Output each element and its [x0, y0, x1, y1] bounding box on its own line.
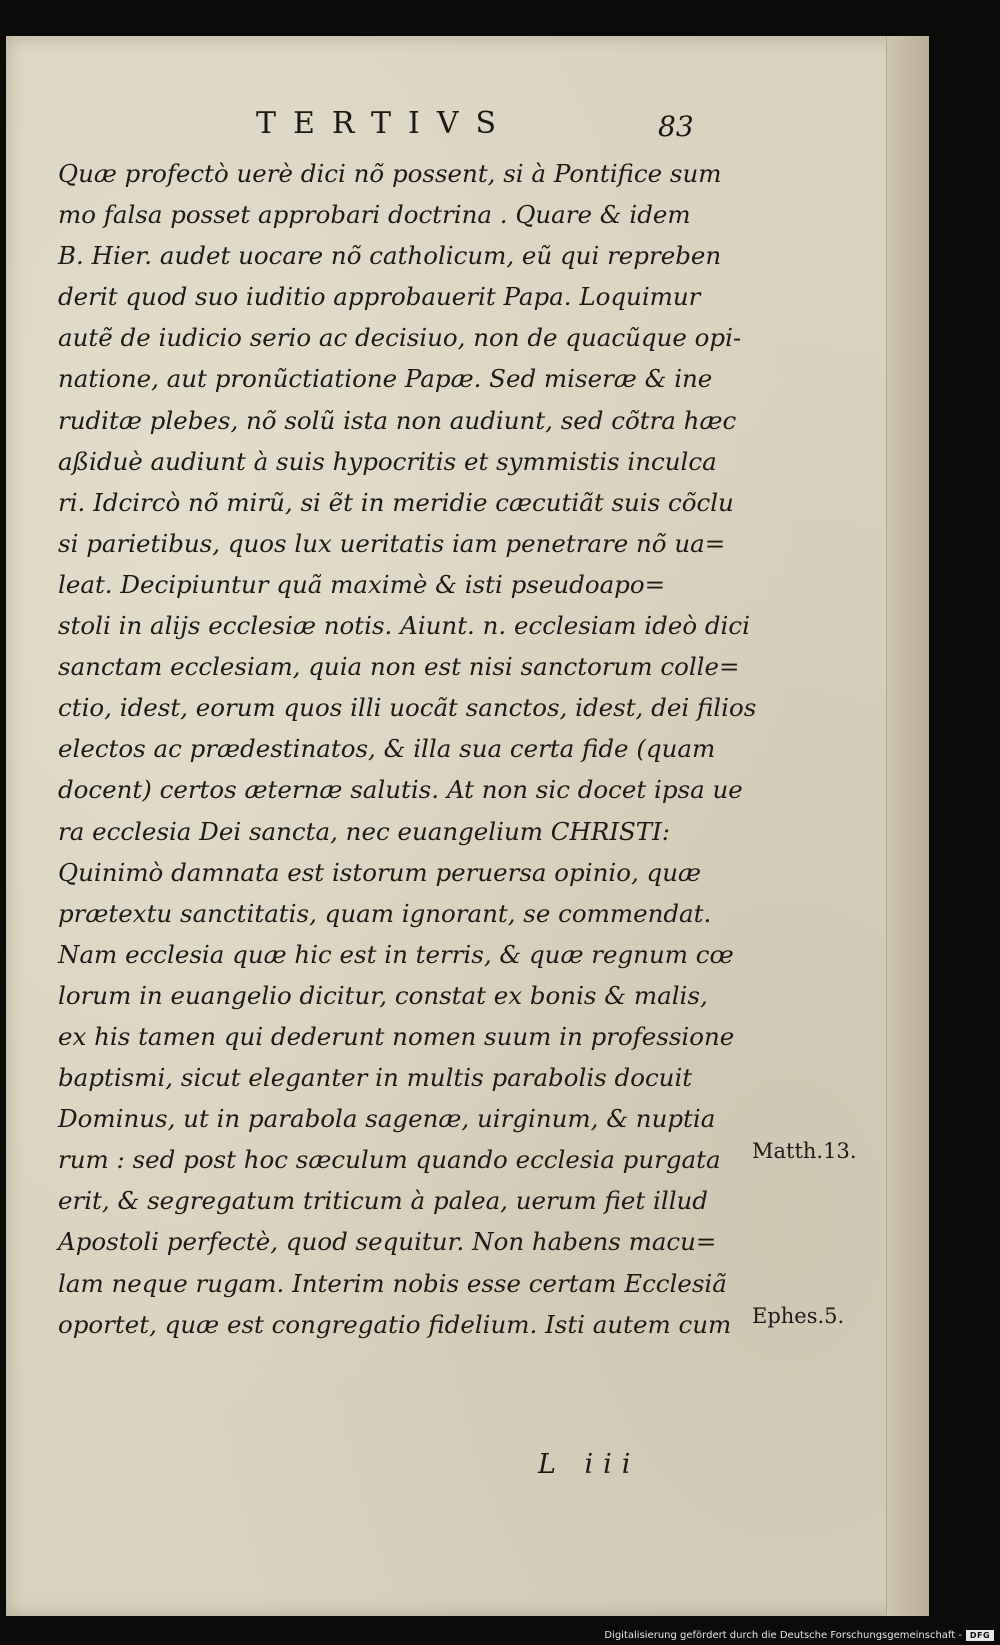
text-line: stoli in alijs ecclesiæ notis. Aiunt. n. ecclesiam ideò dici	[58, 611, 750, 641]
text-line: electos ac prædestinatos, & illa sua certa fide (quam	[58, 734, 716, 764]
text-line: Quæ profectò uerè dici nõ possent, si à Pontifice sum	[58, 159, 722, 188]
signature-mark: L iii	[538, 1449, 641, 1480]
text-line: B. Hier. audet uocare nõ catholicum, eũ qui repreben	[58, 241, 722, 271]
text-line: oportet, quæ est congregatio fidelium. Isti autem cum	[58, 1309, 732, 1339]
book-page	[6, 36, 928, 1616]
text-line: ra ecclesia Dei sancta, nec euangelium CHRISTI:	[58, 816, 671, 846]
text-line: docent) certos æternæ salutis. At non sic docet ipsa ue	[58, 775, 743, 805]
text-line: sanctam ecclesiam, quia non est nisi sanctorum colle=	[58, 652, 740, 682]
text-line: ex his tamen qui dederunt nomen suum in professione	[58, 1021, 735, 1051]
text-line: Nam ecclesia quæ hic est in terris, & quæ regnum cœ	[58, 939, 734, 969]
text-line: prætextu sanctitatis, quam ignorant, se commendat.	[58, 898, 712, 928]
text-line: rum : sed post hoc sæculum quando ecclesia purgata	[58, 1145, 721, 1175]
text-line: mo falsa posset approbari doctrina . Quare & idem	[58, 200, 691, 230]
digitization-credit: Digitalisierung gefördert durch die Deutsche Forschungsgemeinschaft -	[604, 1630, 962, 1641]
text-line: baptismi, sicut eleganter in multis parabolis docuit	[58, 1063, 693, 1093]
text-line: lorum in euangelio dicitur, constat ex bonis & malis,	[58, 980, 708, 1010]
text-line: ctio, idest, eorum quos illi uocãt sanctos, idest, dei filios	[58, 693, 757, 723]
text-line: erit, & segregatum triticum à palea, uerum fiet illud	[58, 1186, 708, 1216]
text-line: leat. Decipiuntur quã maximè & isti pseudoapo=	[58, 569, 666, 599]
margin-note-ephesians: Ephes.5.	[752, 1304, 845, 1328]
text-line: Apostoli perfectè, quod sequitur. Non habens macu=	[58, 1227, 717, 1257]
text-line: Dominus, ut in parabola sagenæ, uirginum, & nuptia	[58, 1104, 716, 1134]
body-text	[58, 153, 758, 1345]
text-line: autẽ de iudicio serio ac decisiuo, non de quacũque opi-	[58, 323, 742, 353]
text-line: aßiduè audiunt à suis hypocritis et symmistis inculca	[58, 446, 717, 476]
page-number: 83	[658, 110, 694, 143]
text-line: si parietibus, quos lux ueritatis iam penetrare nõ ua=	[58, 528, 726, 558]
dfg-logo-icon: DFG	[966, 1630, 994, 1641]
margin-note-matthew: Matth.13.	[752, 1139, 857, 1163]
text-line: ri. Idcircò nõ mirũ, si ẽt in meridie cæcutiãt suis cõclu	[58, 487, 734, 517]
text-line: derit quod suo iuditio approbauerit Papa. Loquimur	[58, 282, 701, 312]
text-line: lam neque rugam. Interim nobis esse certam Ecclesiã	[58, 1268, 727, 1298]
page-edge	[886, 36, 929, 1616]
text-line: Quinimò damnata est istorum peruersa opinio, quæ	[58, 857, 702, 887]
text-line: ruditæ plebes, nõ solũ ista non audiunt, sed cõtra hæc	[58, 405, 737, 435]
running-head: TERTIVS	[256, 106, 514, 141]
text-line: natione, aut pronũctiatione Papæ. Sed miseræ & ine	[58, 364, 713, 394]
